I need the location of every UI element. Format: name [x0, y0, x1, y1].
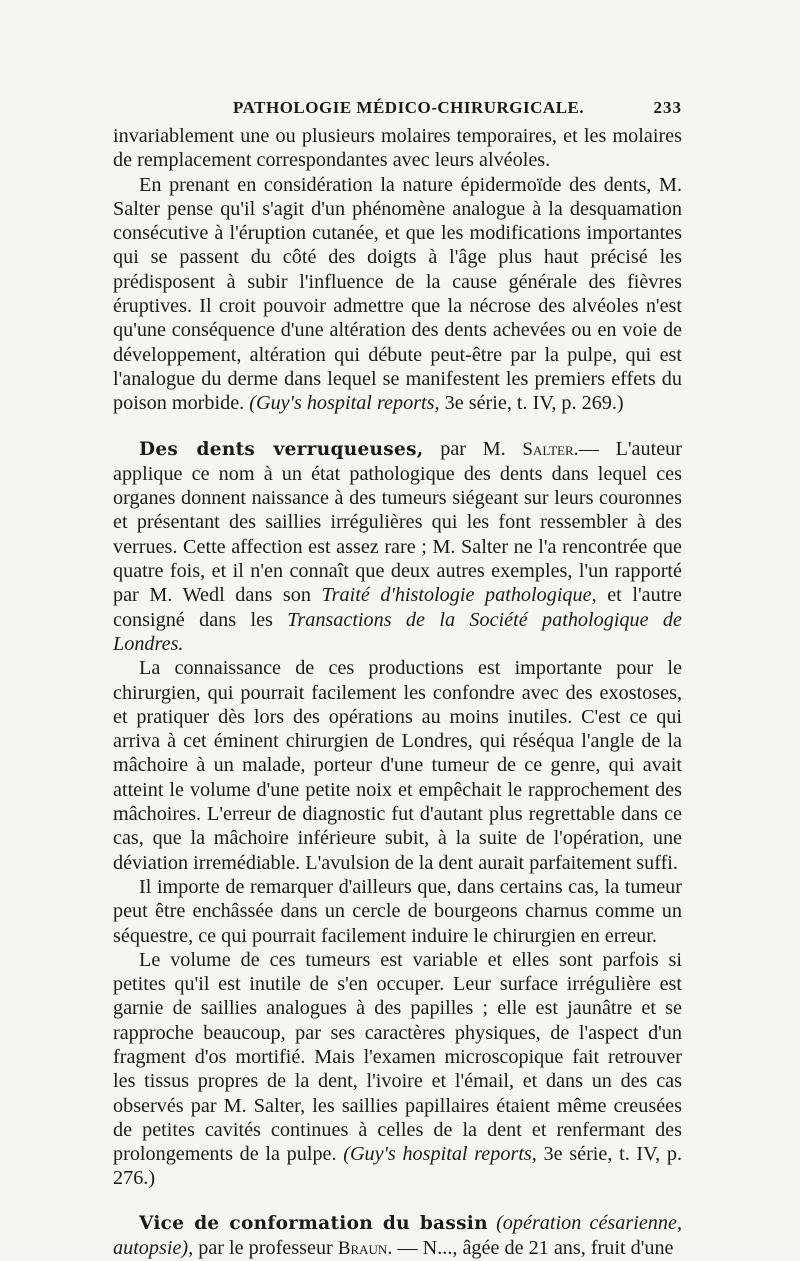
section-dents-verruqueuses: [113, 437, 682, 657]
section-heading: Vice de conformation du bassin: [139, 1212, 488, 1234]
reference-journal: (Guy's hospital reports,: [343, 1143, 537, 1166]
section-subtitle: (opération césarienne, autopsie),: [113, 1211, 683, 1260]
paragraph-text: En prenant en considération la nature épidermoïde des dents, M. Salter pense qu'il s'agit d'un phénomène analogue à la desquamation consécutive à l'éruption cutanée, et que les modifications importantes qui se passent du côté des doigts à l'âge plus haut précisé les prédisposent à subir l'influence de la cause générale des fièvres éruptives. Il croit pouvoir admettre que la nécrose des alvéoles n'est qu'une conséquence d'une altération des dents achevées ou en voie de développement, altération qui débute peut-être par la pulpe, qui est l'analogue du derme dans lequel se manifestent les premiers effets du poison morbide.: [113, 173, 682, 415]
paragraph-text: La connaissance de ces productions est importante pour le chirurgien, qui pourrait facilement les confondre avec des exostoses, et pratiquer dès lors des opérations au moins inutiles. C'est ce qui arriva à cet éminent chirurgien de Londres, qui réséqua l'angle de la mâchoire à un malade, porteur d'une tumeur de ce genre, qui avait atteint le volume d'une petite noix et empêchait le rapprochement des mâchoires. L'erreur de diagnostic fut d'autant plus regrettable dans ce cas, que la mâchoire inférieure subit, à la suite de l'opération, une déviation irremédiable. L'avulsion de la dent aurait parfaitement suffi.: [113, 657, 682, 874]
reference-details: 3e série, t. IV, p. 276.): [113, 1143, 682, 1190]
paragraph-text: .— L'auteur applique ce nom à un état pathologique des dents dans lequel ces organes donnent naissance à des tumeurs siégeant sur leurs couronnes et présentant des saillies irrégulières qui les font ressembler à des verrues. Cette affection est assez rare ; M. Salter ne l'a rencontrée que quatre fois, et il n'en connaît que deux autres exemples, l'un rapporté par M. Wedl dans son: [113, 437, 682, 607]
paragraph-text: invariablement une ou plusieurs molaires temporaires, et les molaires de remplacement correspondantes avec leurs alvéoles.: [113, 125, 682, 172]
running-head: [233, 98, 682, 118]
section-heading: Des dents verruqueuses,: [139, 438, 424, 460]
reference-details: 3e série, t. IV, p. 269.): [439, 392, 624, 415]
author-name: Salter: [522, 438, 574, 460]
paragraph-sequestre: [113, 875, 682, 948]
author-name: Braun: [337, 1238, 388, 1260]
paragraph-text: et l'autre consigné dans les: [113, 584, 682, 631]
section-vice-conformation: [113, 1211, 682, 1261]
paragraph-salter-hypothesis: [113, 173, 682, 416]
cited-work: Traité d'histologie pathologique,: [321, 584, 597, 607]
page-number: 233: [653, 98, 682, 117]
paragraph-diagnosis: [113, 656, 682, 875]
paragraph-volume: [113, 948, 682, 1191]
paragraph-text: Il importe de remarquer d'ailleurs que, dans certains cas, la tumeur peut être enchâssée dans un cercle de bourgeons charnus comme un séquestre, ce qui pourrait facilement induire le chirurgien en erreur.: [113, 875, 682, 947]
running-head-title: PATHOLOGIE MÉDICO-CHIRURGICALE.: [233, 98, 585, 117]
byline: par le professeur: [193, 1237, 338, 1260]
byline: par M.: [423, 437, 523, 460]
paragraph-continuation: [113, 124, 682, 173]
cited-work: Transactions de la Société pathologique de Londres.: [113, 608, 682, 655]
reference-journal: (Guy's hospital reports,: [249, 392, 440, 415]
paragraph-text: Le volume de ces tumeurs est variable et elles sont parfois si petites qu'il est inutile de s'en occuper. Leur surface irrégulière est garnie de saillies analogues à des papilles ; elle est jaunâtre et se rapproche beaucoup, par ses caractères physiques, de l'aspect d'un fragment d'os mortifié. Mais l'examen microscopique fait retrouver les tissus propres de la dent, l'ivoire et l'émail, et dans un des cas observés par M. Salter, les saillies papillaires étaient même creusées de petites cavités continues à celles de la dent et renfermant des prolongements de la pulpe.: [113, 948, 682, 1166]
paragraph-text: . — N..., âgée de 21 ans, fruit d'une: [387, 1237, 674, 1260]
body-text: [113, 124, 682, 1261]
